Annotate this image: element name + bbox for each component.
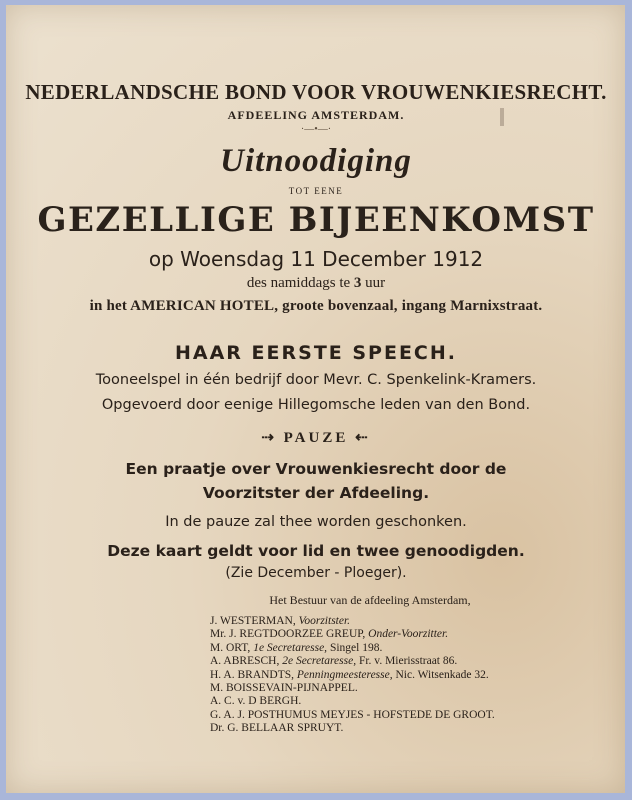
see-reference: (Zie December - Ploeger). (225, 565, 407, 581)
board-member: M. BOISSEVAIN-PIJNAPPEL. (210, 682, 358, 695)
talk-line-2: Voorzitster der Afdeeling. (202, 484, 430, 502)
organisation-name: NEDERLANDSCHE BOND VOOR VROUWENKIESRECHT. (25, 80, 607, 104)
board-member: Mr. J. REGTDOORZEE GREUP, Onder-Voorzitter. (210, 628, 449, 641)
department-name: AFDEELING AMSTERDAM. (227, 108, 405, 122)
play-title: HAAR EERSTE SPEECH. (174, 342, 457, 364)
event-time (0, 275, 632, 292)
board-member: M. ORT, 1e Secretaresse, Singel 198. (210, 641, 383, 654)
invitation-title: Uitnoodiging (220, 143, 412, 179)
event-title: GEZELLIGE BIJEENKOMST (37, 200, 595, 240)
pause-heading: ⇢ PAUZE ⇠ (261, 430, 371, 446)
card-validity: Deze kaart geldt voor lid en twee genoodigden. (107, 542, 525, 560)
talk-line-1: Een praatje over Vrouwenkiesrecht door de (125, 460, 507, 478)
board-intro: Het Bestuur van de afdeeling Amsterdam, (269, 593, 471, 607)
tea-note: In de pauze zal thee worden geschonken. (165, 514, 467, 530)
event-location: in het AMERICAN HOTEL, groote bovenzaal, ingang Marnixstraat. (89, 298, 543, 314)
time-hour: 3 (353, 275, 362, 291)
performed-by: Opgevoerd door eenige Hillegomsche leden van den Bond. (101, 397, 531, 413)
play-description: Tooneelspel in één bedrijf door Mevr. C. Spenkelink-Kramers. (95, 372, 537, 388)
ornament-divider: ·—•—· (300, 124, 332, 135)
board-member: A. C. v. D BERGH. (210, 695, 302, 708)
board-member: G. A. J. POSTHUMUS MEYJES - HOFSTEDE DE GROOT. (210, 708, 495, 721)
board-member: J. WESTERMAN, Voorzitster. (210, 615, 351, 627)
time-suffix: uur (361, 275, 386, 291)
board-member: A. ABRESCH, 2e Secretaresse, Fr. v. Mierisstraat 86. (210, 655, 458, 668)
board-member: Dr. G. BELLAAR SPRUYT. (210, 722, 344, 735)
to-a-label: TOT EENE (288, 186, 344, 196)
time-prefix: des namiddags te (246, 275, 354, 291)
event-date: op Woensdag 11 December 1912 (148, 247, 484, 271)
board-member: H. A. BRANDTS, Penningmeesteresse, Nic. Witsenkade 32. (210, 668, 489, 681)
board-members-list (210, 615, 495, 736)
